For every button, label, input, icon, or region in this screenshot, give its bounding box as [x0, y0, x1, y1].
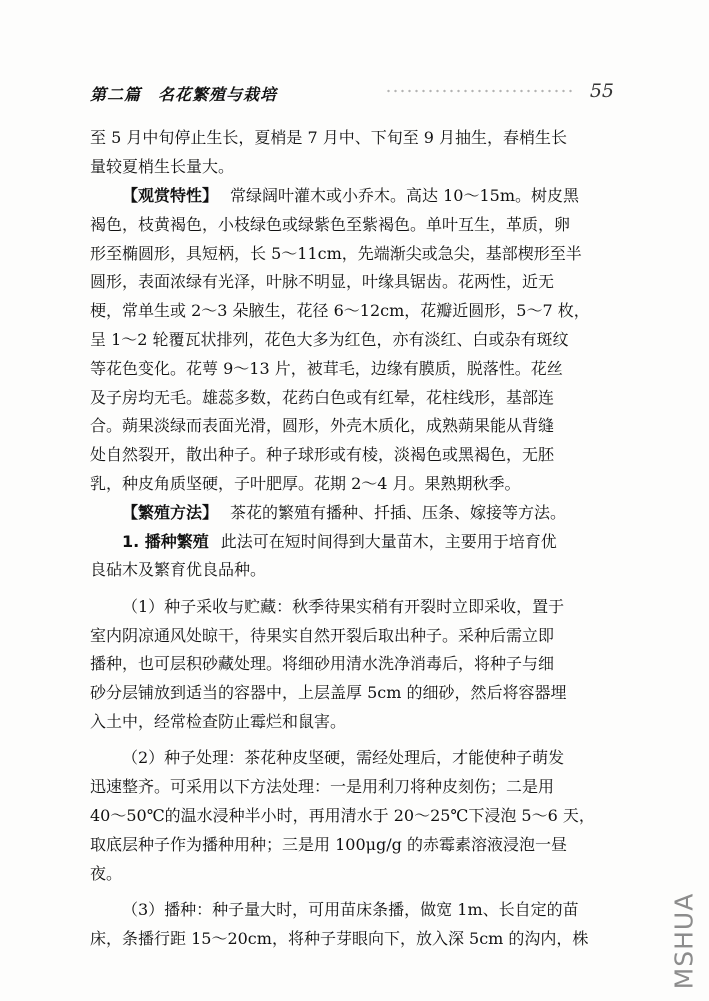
- text-line: 常绿阔叶灌木或小乔木。高达 10～15m。树皮黑: [230, 186, 579, 205]
- text-line: 床，条播行距 15～20cm，将种子芽眼向下，放入深 5cm 的沟内，株: [90, 929, 589, 948]
- text-line: 茶花的繁殖有播种、扦插、压条、嫁接等方法。: [230, 503, 567, 522]
- paragraph-sowing-first-line: [90, 532, 630, 552]
- running-header: [90, 80, 620, 108]
- text-line: 迅速整齐。可采用以下方法处理：一是用利刀将种皮刻伤；二是用: [90, 777, 555, 796]
- text-line: （3）播种：种子量大时，可用苗床条播，做宽 1m、长自定的苗: [122, 900, 579, 919]
- text-line: 及子房均无毛。雄蕊多数，花药白色或有红晕，花柱线形，基部连: [90, 388, 555, 407]
- text-line: 梗，常单生或 2～3 朵腋生，花径 6～12cm，花瓣近圆形，5～7 枚，: [90, 301, 590, 320]
- text-line: 圆形，表面浓绿有光泽，叶脉不明显，叶缘具锯齿。花两性，近无: [90, 272, 555, 291]
- text-line: 呈 1～2 轮覆瓦状排列，花色大多为红色，亦有淡红、白或杂有斑纹: [90, 330, 569, 349]
- watermark-text: MSHUA: [669, 892, 699, 990]
- text-line: 取底层种子作为播种用种；三是用 100μg/g 的赤霉素溶液浸泡一昼: [90, 835, 567, 854]
- text-line: 夜。: [90, 864, 123, 883]
- header-dotted-rule: [385, 84, 575, 98]
- text-line: 入土中，经常检查防止霉烂和鼠害。: [90, 712, 347, 731]
- text-line: 褐色，枝黄褐色，小枝绿色或绿紫色至紫褐色。单叶互生，革质，卵: [90, 215, 571, 234]
- section-heading-propagation: 【繁殖方法】: [122, 503, 219, 522]
- paragraph-observe-first-line: [90, 186, 630, 206]
- text-line: （2）种子处理：茶花种皮坚硬，需经处理后，才能使种子萌发: [122, 748, 565, 767]
- text-line: （1）种子采收与贮藏：秋季待果实稍有开裂时立即采收，置于: [122, 597, 565, 616]
- text-line: 形至椭圆形，具短柄，长 5～11cm，先端渐尖或急尖，基部楔形至半: [90, 244, 582, 263]
- section-heading-observe: 【观赏特性】: [122, 186, 219, 205]
- text-line: 至 5 月中旬停止生长，夏梢是 7 月中、下旬至 9 月抽生，春梢生长: [90, 128, 568, 147]
- text-line: 砂分层铺放到适当的容器中，上层盖厚 5cm 的细砂，然后将容器埋: [90, 683, 567, 702]
- subheading-sowing: 1. 播种繁殖: [122, 532, 209, 551]
- chapter-title: 第二篇 名花繁殖与栽培: [90, 85, 278, 104]
- text-line: 室内阴凉通风处晾干，待果实自然开裂后取出种子。采种后需立即: [90, 626, 555, 645]
- text-line: 处自然裂开，散出种子。种子球形或有棱，淡褐色或黑褐色，无胚: [90, 445, 555, 464]
- text-line: 乳，种皮角质坚硬，子叶肥厚。花期 2～4 月。果熟期秋季。: [90, 474, 521, 493]
- text-line: 40～50℃的温水浸种半小时，再用清水于 20～25℃下浸泡 5～6 天，: [90, 806, 595, 825]
- text-line: 等花色变化。花萼 9～13 片，被茸毛，边缘有膜质，脱落性。花丝: [90, 359, 563, 378]
- text-line: 此法可在短时间得到大量苗木，主要用于培育优: [220, 532, 557, 551]
- page-number: 55: [589, 80, 614, 102]
- watermark: [662, 885, 706, 997]
- text-line: 量较夏梢生长量大。: [90, 157, 235, 176]
- paragraph-propagation-first-line: [90, 503, 630, 523]
- text-line: 播种，也可层积砂藏处理。将细砂用清水洗净消毒后，将种子与细: [90, 654, 555, 673]
- text-line: 良砧木及繁育优良品种。: [90, 560, 267, 579]
- text-line: 合。蒴果淡绿而表面光滑，圆形，外壳木质化，成熟蒴果能从背缝: [90, 416, 555, 435]
